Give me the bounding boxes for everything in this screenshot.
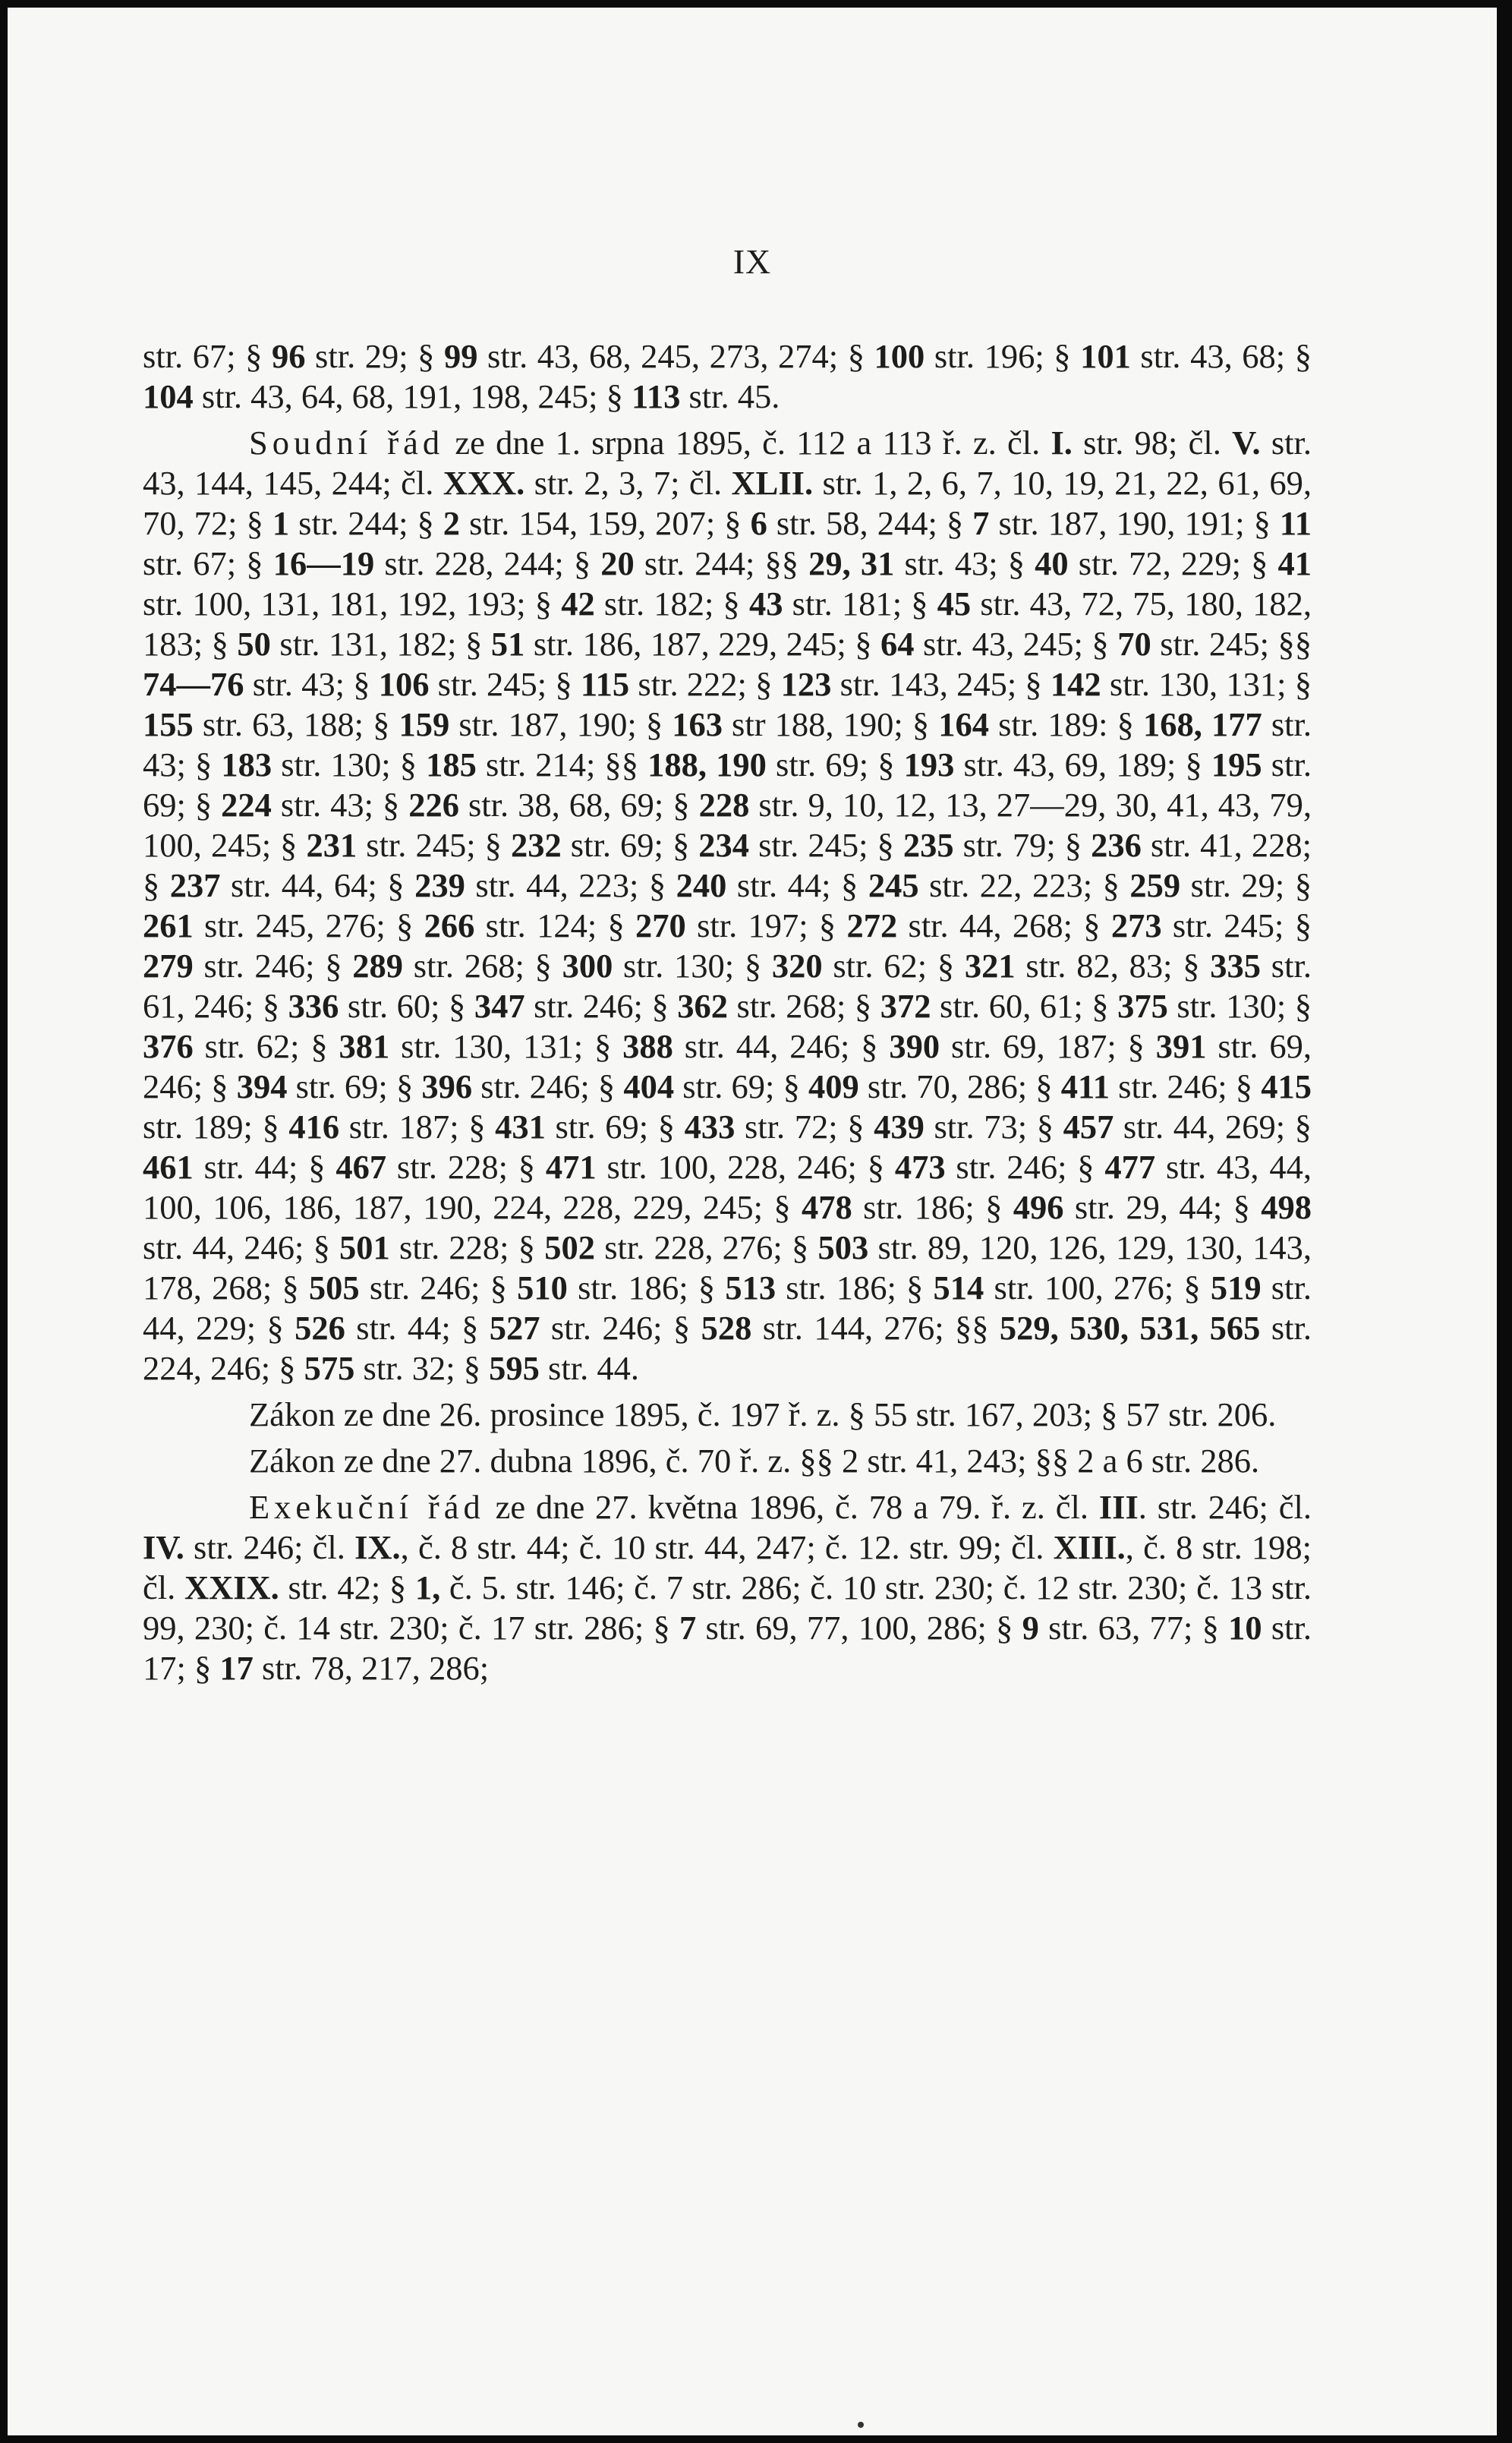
section-reference: 335: [1210, 947, 1262, 985]
index-text-run: Zákon ze dne 27. dubna 1896, č. 70 ř. z. §§ 2 str. 41, 243; §§ 2 a 6 str. 286.: [249, 1442, 1260, 1480]
index-text-run: str. 43; §: [894, 544, 1035, 582]
section-reference: 70: [1117, 625, 1151, 663]
section-reference: 1,: [414, 1568, 441, 1606]
index-text-run: str. 22, 223; §: [918, 866, 1130, 904]
index-text-run: str. 189: §: [988, 705, 1143, 743]
index-text-run: str. 187; §: [339, 1108, 496, 1146]
section-reference: 224: [221, 786, 272, 824]
section-reference: 362: [677, 987, 729, 1025]
section-reference: 289: [352, 947, 404, 985]
section-reference: 115: [580, 665, 630, 703]
section-reference: 16—19: [272, 544, 375, 582]
section-reference: 394: [236, 1067, 288, 1105]
section-reference: 391: [1155, 1027, 1207, 1065]
section-reference: 396: [421, 1067, 473, 1105]
section-reference: 101: [1080, 337, 1131, 375]
index-text-run: str. 60; §: [339, 987, 474, 1025]
section-reference: 163: [672, 705, 723, 743]
section-reference: 321: [964, 947, 1016, 985]
section-reference: 64: [880, 625, 915, 663]
index-text-run: str. 246; §: [1110, 1067, 1262, 1105]
index-text-run: str. 186; §: [776, 1269, 934, 1307]
section-reference: 467: [335, 1148, 387, 1186]
index-text-run: str. 187, 190; §: [449, 705, 673, 743]
index-text-run: str. 61, 246; §: [143, 947, 1312, 1025]
index-text-run: str. 246; §: [193, 947, 353, 985]
index-text-run: str. 78, 217, 286;: [253, 1649, 490, 1687]
index-text-run: str. 130, 131; §: [389, 1027, 623, 1065]
index-text-run: str. 44, 229; §: [143, 1269, 1312, 1347]
section-reference: 477: [1104, 1148, 1156, 1186]
section-reference: 159: [398, 705, 450, 743]
section-reference: 300: [562, 947, 613, 985]
index-text-run: str. 197; §: [685, 906, 847, 944]
section-reference: XIII.: [1053, 1528, 1126, 1566]
index-text-run: . str. 246; čl.: [1138, 1488, 1312, 1526]
index-text-run: str. 2, 3, 7; čl.: [524, 464, 732, 502]
section-reference: 168, 177: [1142, 705, 1262, 743]
section-reference: 372: [880, 987, 931, 1025]
index-text-run: str. 69; §: [674, 1067, 808, 1105]
index-text-run: str. 43, 245; §: [914, 625, 1118, 663]
index-text-run: str. 187, 190, 191; §: [989, 504, 1280, 542]
section-reference: 526: [295, 1309, 345, 1347]
section-reference: 240: [676, 866, 727, 904]
section-reference: 415: [1261, 1067, 1312, 1105]
section-reference: 259: [1129, 866, 1181, 904]
section-reference: 471: [545, 1148, 597, 1186]
section-reference: 155: [143, 705, 194, 743]
index-text-run: str. 246; čl.: [184, 1528, 355, 1566]
index-text-run: str. 69; §: [545, 1108, 685, 1146]
index-text-run: str. 60, 61; §: [931, 987, 1118, 1025]
index-text-run: str. 196; §: [925, 337, 1081, 375]
index-text-run: str. 246; §: [359, 1269, 518, 1307]
section-reference: 270: [635, 906, 686, 944]
index-text-run: str. 189; §: [143, 1108, 289, 1146]
section-reference: 431: [495, 1108, 546, 1146]
index-text-run: str. 131, 182; §: [270, 625, 491, 663]
index-text-run: str. 186; §: [852, 1188, 1013, 1226]
index-text-run: str. 43, 72, 75, 180, 182, 183; §: [143, 585, 1312, 663]
index-text-run: str. 63, 188; §: [193, 705, 399, 743]
index-text-run: str. 63, 77; §: [1038, 1609, 1229, 1647]
section-reference: 416: [288, 1108, 340, 1146]
index-text-run: str. 62; §: [193, 1027, 339, 1065]
index-text-run: str. 62; §: [822, 947, 965, 985]
index-text-run: str. 44.: [539, 1349, 639, 1387]
section-reference: 43: [748, 585, 783, 623]
index-text-run: str. 245; §: [429, 665, 581, 703]
index-text-run: str. 244; §§: [634, 544, 809, 582]
section-reference: 390: [889, 1027, 940, 1065]
section-reference: 234: [698, 826, 750, 864]
section-reference: 17: [219, 1649, 254, 1687]
section-reference: 272: [846, 906, 898, 944]
section-reference: 496: [1013, 1188, 1064, 1226]
index-text-run: str. 38, 68, 69; §: [458, 786, 699, 824]
section-reference: 9: [1022, 1609, 1039, 1647]
section-reference: 433: [684, 1108, 736, 1146]
index-text-run: str. 70, 286; §: [858, 1067, 1061, 1105]
section-reference: XXIX.: [184, 1568, 279, 1606]
print-speck: [858, 2422, 864, 2428]
section-reference: 510: [517, 1269, 568, 1307]
index-text-run: str. 144, 276; §§: [751, 1309, 1000, 1347]
index-text-run: str. 69, 187; §: [940, 1027, 1156, 1065]
index-text-run: str. 32; §: [354, 1349, 490, 1387]
section-reference: 7: [679, 1609, 697, 1647]
index-text-run: str. 29, 44; §: [1063, 1188, 1262, 1226]
index-text-run: str. 43; §: [271, 786, 409, 824]
section-reference: 266: [424, 906, 475, 944]
section-reference: 20: [600, 544, 635, 582]
index-text-run: str. 82, 83; §: [1015, 947, 1211, 985]
section-reference: 50: [237, 625, 271, 663]
section-reference: 527: [489, 1309, 540, 1347]
section-reference: 409: [808, 1067, 859, 1105]
index-text-run: str. 44, 246; §: [673, 1027, 890, 1065]
section-reference: 74—76: [143, 665, 244, 703]
section-reference: 411: [1060, 1067, 1110, 1105]
section-reference: 40: [1035, 544, 1069, 582]
section-reference: IX.: [354, 1528, 401, 1566]
index-text-run: str. 245; §: [749, 826, 903, 864]
index-text-run: str. 100, 276; §: [984, 1269, 1211, 1307]
section-reference: 505: [308, 1269, 360, 1307]
index-text-run: str. 44, 268; §: [897, 906, 1111, 944]
index-text-run: str. 124; §: [474, 906, 636, 944]
index-text-run: str. 29; §: [1180, 866, 1312, 904]
section-reference: 123: [780, 665, 832, 703]
index-text-run: str. 222; §: [629, 665, 781, 703]
section-reference: 2: [443, 504, 461, 542]
section-reference: 183: [221, 746, 272, 783]
index-text-run: str. 79; §: [953, 826, 1091, 864]
index-text-run: str. 1, 2, 6, 7, 10, 19, 21, 22, 61, 69, 70, 72; §: [143, 464, 1312, 542]
section-reference: IV.: [143, 1528, 184, 1566]
index-text-run: str 188, 190; §: [722, 705, 939, 743]
index-text-run: str. 228, 276; §: [594, 1228, 818, 1266]
section-reference: 439: [874, 1108, 925, 1146]
index-text-run: str. 9, 10, 12, 13, 27—29, 30, 41, 43, 79, 100, 245; §: [143, 786, 1312, 864]
section-reference: V.: [1232, 424, 1261, 462]
index-text-run: str. 186; §: [567, 1269, 726, 1307]
index-text-run: str. 246; §: [472, 1067, 624, 1105]
section-reference: 236: [1091, 826, 1142, 864]
index-text-run: str. 43; §: [143, 705, 1312, 783]
index-text-run: str. 100, 228, 246; §: [596, 1148, 895, 1186]
index-text-run: str. 69; §: [143, 746, 1312, 824]
index-text-run: str. 246; §: [540, 1309, 701, 1347]
index-text-run: str. 224, 246; §: [143, 1309, 1312, 1387]
section-reference: 388: [622, 1027, 673, 1065]
index-paragraph: [143, 336, 1312, 417]
section-reference: 226: [408, 786, 459, 824]
index-text-run: str. 43, 64, 68, 191, 198, 245; §: [193, 377, 632, 415]
index-text-run: str. 17; §: [143, 1609, 1312, 1687]
index-text-run: str. 41, 228; §: [143, 826, 1312, 904]
index-text-run: str. 69, 246; §: [143, 1027, 1312, 1105]
index-text-run: str. 69; §: [766, 746, 904, 783]
section-reference: 595: [489, 1349, 540, 1387]
index-text-run: Soudní řád: [249, 424, 445, 462]
index-text-run: str. 43, 68, 245, 273, 274; §: [477, 337, 874, 375]
index-text: [143, 336, 1312, 1694]
index-text-run: str. 98; čl.: [1072, 424, 1233, 462]
section-reference: 228: [698, 786, 750, 824]
index-text-run: str. 154, 159, 207; §: [460, 504, 751, 542]
index-text-run: str. 29; §: [305, 337, 444, 375]
section-reference: 519: [1210, 1269, 1262, 1307]
section-reference: 41: [1277, 544, 1312, 582]
index-text-run: str. 69, 77, 100, 286; §: [696, 1609, 1022, 1647]
section-reference: 185: [426, 746, 477, 783]
index-text-run: ze dne 27. května 1896, č. 78 a 79. ř. z. čl.: [484, 1488, 1099, 1526]
index-paragraph: [143, 423, 1312, 1389]
index-text-run: str. 228; §: [386, 1148, 546, 1186]
section-reference: 193: [903, 746, 955, 783]
index-text-run: str. 214; §§: [476, 746, 648, 783]
index-text-run: str. 182; §: [594, 585, 749, 623]
index-text-run: str. 72, 229; §: [1068, 544, 1278, 582]
index-text-run: str. 228, 244; §: [374, 544, 601, 582]
section-reference: 279: [143, 947, 194, 985]
section-reference: 239: [414, 866, 465, 904]
index-text-run: str. 268; §: [403, 947, 562, 985]
index-text-run: str. 44, 269; §: [1114, 1108, 1312, 1146]
section-reference: 45: [937, 585, 972, 623]
index-text-run: str. 43, 44, 100, 106, 186, 187, 190, 224, 228, 229, 245; §: [143, 1148, 1312, 1226]
section-reference: 11: [1279, 504, 1312, 542]
index-text-run: str. 100, 131, 181, 192, 193; §: [143, 585, 562, 623]
section-reference: 457: [1063, 1108, 1114, 1146]
index-text-run: str. 181; §: [783, 585, 937, 623]
index-text-run: str. 44; §: [345, 1309, 490, 1347]
section-reference: 528: [701, 1309, 752, 1347]
book-page: [8, 8, 1497, 2435]
section-reference: 29, 31: [808, 544, 895, 582]
index-text-run: str. 67; §: [143, 337, 272, 375]
index-text-run: str. 268; §: [728, 987, 880, 1025]
index-text-run: str. 73; §: [924, 1108, 1063, 1146]
section-reference: 575: [304, 1349, 355, 1387]
section-reference: 375: [1117, 987, 1168, 1025]
section-reference: 113: [632, 377, 681, 415]
section-reference: 502: [544, 1228, 595, 1266]
index-text-run: str. 245; §: [357, 826, 511, 864]
index-text-run: str. 89, 120, 126, 129, 130, 143, 178, 268; §: [143, 1228, 1312, 1307]
section-reference: 51: [490, 625, 525, 663]
index-text-run: str. 246; §: [524, 987, 678, 1025]
index-text-run: str. 186, 187, 229, 245; §: [524, 625, 880, 663]
section-reference: 320: [771, 947, 823, 985]
section-reference: 381: [339, 1027, 390, 1065]
section-reference: 235: [902, 826, 954, 864]
section-reference: 188, 190: [647, 746, 767, 783]
section-reference: 501: [339, 1228, 390, 1266]
index-text-run: str. 58, 244; §: [767, 504, 973, 542]
index-text-run: str. 44, 64; §: [220, 866, 415, 904]
index-text-run: str. 228; §: [389, 1228, 545, 1266]
index-text-run: str. 72; §: [735, 1108, 874, 1146]
section-reference: 7: [972, 504, 990, 542]
section-reference: 100: [874, 337, 925, 375]
section-reference: 473: [894, 1148, 946, 1186]
index-text-run: str. 44; §: [193, 1148, 336, 1186]
section-reference: 245: [868, 866, 919, 904]
index-text-run: ze dne 1. srpna 1895, č. 112 a 113 ř. z. čl.: [444, 424, 1051, 462]
index-text-run: str. 130, 131; §: [1101, 665, 1312, 703]
section-reference: 237: [169, 866, 221, 904]
index-text-run: , č. 8 str. 44; č. 10 str. 44, 247; č. 12. str. 99; čl.: [400, 1528, 1054, 1566]
index-text-run: str. 245; §: [1161, 906, 1312, 944]
section-reference: XXX.: [443, 464, 525, 502]
page-number: IX: [732, 242, 772, 281]
index-text-run: str. 44, 223; §: [465, 866, 676, 904]
index-text-run: str. 130; §: [272, 746, 427, 783]
index-text-run: č. 5. str. 146; č. 7 str. 286; č. 10 str. 230; č. 12 str. 230; č. 13 str. 99, 230; č. 14 str. 230; č. 17 str. 286; §: [143, 1568, 1312, 1647]
section-reference: 99: [444, 337, 478, 375]
section-reference: III: [1098, 1488, 1139, 1526]
section-reference: 104: [143, 377, 194, 415]
index-text-run: str. 69; §: [561, 826, 699, 864]
section-reference: XLII.: [731, 464, 814, 502]
index-text-run: , č. 8 str. 198; čl.: [143, 1528, 1312, 1606]
index-text-run: str. 42; §: [279, 1568, 415, 1606]
index-text-run: Zákon ze dne 26. prosince 1895, č. 197 ř. z. § 55 str. 167, 203; § 57 str. 206.: [249, 1395, 1277, 1433]
index-text-run: str. 45.: [680, 377, 780, 415]
index-text-run: str. 69; §: [287, 1067, 422, 1105]
index-text-run: str. 130; §: [613, 947, 772, 985]
index-text-run: str. 44, 246; §: [143, 1228, 340, 1266]
index-text-run: str. 43, 69, 189; §: [954, 746, 1211, 783]
section-reference: 261: [143, 906, 194, 944]
index-text-run: str. 245, 276; §: [193, 906, 424, 944]
section-reference: 164: [938, 705, 989, 743]
section-reference: 1: [272, 504, 290, 542]
section-reference: 195: [1211, 746, 1262, 783]
index-text-run: str. 43; §: [244, 665, 379, 703]
section-reference: 376: [143, 1027, 194, 1065]
section-reference: 96: [271, 337, 306, 375]
section-reference: 10: [1228, 1609, 1262, 1647]
section-reference: 498: [1261, 1188, 1312, 1226]
section-reference: 514: [933, 1269, 984, 1307]
section-reference: 142: [1050, 665, 1101, 703]
index-text-run: str. 43, 68; §: [1130, 337, 1312, 375]
section-reference: 106: [378, 665, 430, 703]
section-reference: 513: [725, 1269, 776, 1307]
section-reference: 461: [143, 1148, 194, 1186]
index-paragraph: [143, 1395, 1312, 1435]
section-reference: 273: [1110, 906, 1162, 944]
index-paragraph: [143, 1487, 1312, 1688]
section-reference: 347: [474, 987, 525, 1025]
section-reference: 232: [510, 826, 562, 864]
section-reference: 503: [817, 1228, 869, 1266]
index-paragraph: [143, 1441, 1312, 1481]
index-text-run: str. 245; §§: [1151, 625, 1312, 663]
section-reference: 6: [750, 504, 767, 542]
section-reference: 478: [802, 1188, 852, 1226]
index-text-run: str. 130; §: [1167, 987, 1312, 1025]
index-text-run: str. 246; §: [945, 1148, 1105, 1186]
index-text-run: str. 44; §: [726, 866, 868, 904]
index-text-run: str. 143, 245; §: [831, 665, 1051, 703]
index-text-run: Exekuční řád: [249, 1488, 485, 1526]
section-reference: 231: [306, 826, 358, 864]
section-reference: 404: [623, 1067, 675, 1105]
index-text-run: str. 67; §: [143, 544, 273, 582]
index-text-run: str. 244; §: [289, 504, 443, 542]
section-reference: 529, 530, 531, 565: [999, 1309, 1261, 1347]
section-reference: 336: [288, 987, 339, 1025]
section-reference: 42: [561, 585, 595, 623]
index-text-run: str. 43, 144, 145, 244; čl.: [143, 424, 1312, 502]
section-reference: I.: [1051, 424, 1073, 462]
